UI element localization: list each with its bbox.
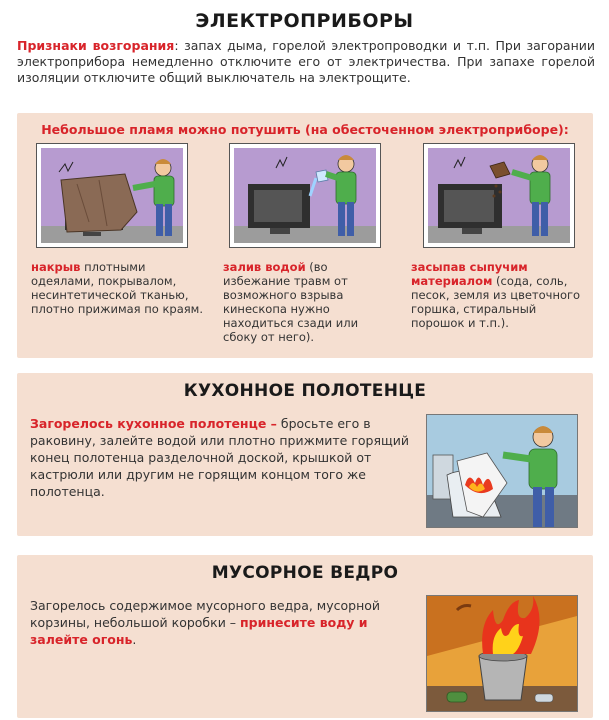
caption-lead: залив водой — [223, 260, 306, 274]
caption-text: (во избежание травм от возможного взрыва кинескопа нужно находиться сзади или сбоку от него). — [223, 260, 359, 344]
page-title: ЭЛЕКТРОПРИБОРЫ — [195, 10, 414, 32]
intro-text: : запах дыма, горелой электропроводки и т.п. При загорании электроприбора немедленно отключите его от электричества. При запахе горелой изоляции отключите общий выключатель на электрощите. — [17, 38, 596, 85]
trash-bin-text — [30, 597, 410, 648]
intro-paragraph — [17, 38, 595, 86]
trash-bin-panel — [17, 555, 593, 718]
blanket-illustration — [36, 143, 188, 248]
kitchen-towel-body: бросьте его в раковину, залейте водой или плотно прижмите горящий конец полотенца разделочной доской, крышкой от кастрюли или другим не горящим концом того же полотенца. — [30, 416, 410, 499]
water-illustration — [229, 143, 381, 248]
caption-lead: засыпав сыпучим материалом — [411, 260, 528, 288]
section-title: КУХОННОЕ ПОЛОТЕНЦЕ — [183, 381, 427, 401]
caption-text: (сода, соль, песок, земля из цветочного горшка, стиральный порошок и т.п.). — [411, 274, 581, 330]
caption-sand — [411, 260, 581, 330]
kitchen-towel-illustration — [426, 414, 578, 528]
sand-illustration — [423, 143, 575, 248]
caption-lead: накрыв — [31, 260, 81, 274]
caption-blanket — [31, 260, 205, 316]
kitchen-towel-text — [30, 415, 410, 500]
kitchen-towel-panel — [17, 373, 593, 536]
caption-water — [223, 260, 389, 344]
section-title: МУСОРНОЕ ВЕДРО — [211, 563, 399, 583]
electrical-extinguish-panel — [17, 113, 593, 358]
caption-text: плотными одеялами, покрывалом, несинтетической тканью, плотно прижимая по краям. — [31, 260, 203, 316]
panel-heading: Небольшое пламя можно потушить (на обесточенном электроприборе): — [41, 122, 569, 137]
kitchen-towel-lead: Загорелось кухонное полотенце – — [30, 416, 277, 431]
trash-bin-lead: принесите воду и залейте огонь — [30, 615, 368, 647]
trash-bin-tail: . — [132, 632, 137, 647]
trash-bin-illustration — [426, 595, 578, 712]
intro-lead: Признаки возгорания — [17, 38, 175, 53]
trash-bin-body: Загорелось содержимое мусорного ведра, мусорной корзины, небольшой коробки – — [30, 598, 381, 630]
